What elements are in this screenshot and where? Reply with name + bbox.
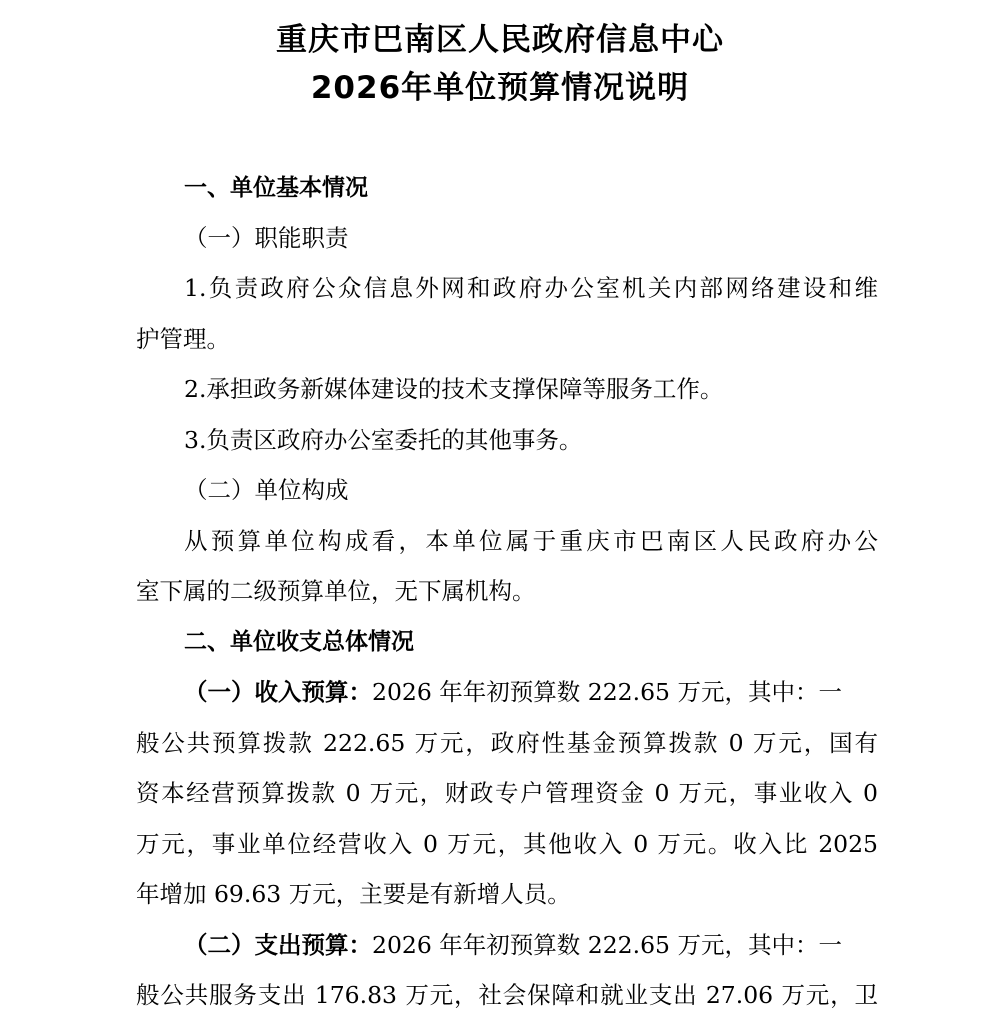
expense-budget-text: 2026 年年初预算数 222.65 万元，其中：一 [372, 931, 842, 959]
paragraph-line [184, 931, 878, 959]
paragraph-line: 3.负责区政府办公室委托的其他事务。 [184, 426, 583, 454]
section-heading-2: 二、单位收支总体情况 [184, 629, 414, 655]
paragraph-line: 室下属的二级预算单位，无下属机构。 [136, 577, 536, 605]
paragraph-line [184, 678, 878, 706]
income-budget-label: （一）收入预算： [184, 678, 372, 706]
paragraph-line: 从预算单位构成看，本单位属于重庆市巴南区人民政府办公 [184, 527, 878, 555]
expense-budget-label: （二）支出预算： [184, 931, 372, 959]
paragraph-line: 资本经营预算拨款 0 万元，财政专户管理资金 0 万元，事业收入 0 [136, 779, 878, 807]
paragraph-line: 般公共预算拨款 222.65 万元，政府性基金预算拨款 0 万元，国有 [136, 729, 878, 757]
paragraph-line: 1.负责政府公众信息外网和政府办公室机关内部网络建设和维 [184, 274, 878, 302]
paragraph-line: 年增加 69.63 万元，主要是有新增人员。 [136, 880, 571, 908]
document-title-line1: 重庆市巴南区人民政府信息中心 [276, 22, 724, 58]
section-heading-1: 一、单位基本情况 [184, 175, 368, 201]
paragraph-line: 护管理。 [136, 325, 230, 353]
paragraph-line: 万元，事业单位经营收入 0 万元，其他收入 0 万元。收入比 2025 [136, 830, 878, 858]
paragraph-line: 2.承担政务新媒体建设的技术支撑保障等服务工作。 [184, 375, 724, 403]
subsection-heading-duties: （一）职能职责 [184, 224, 349, 252]
paragraph-line: 般公共服务支出 176.83 万元，社会保障和就业支出 27.06 万元，卫 [136, 981, 878, 1009]
document-title-line2: 2026年单位预算情况说明 [310, 70, 690, 106]
income-budget-text: 2026 年年初预算数 222.65 万元，其中：一 [372, 678, 842, 706]
subsection-heading-structure: （二）单位构成 [184, 476, 349, 504]
